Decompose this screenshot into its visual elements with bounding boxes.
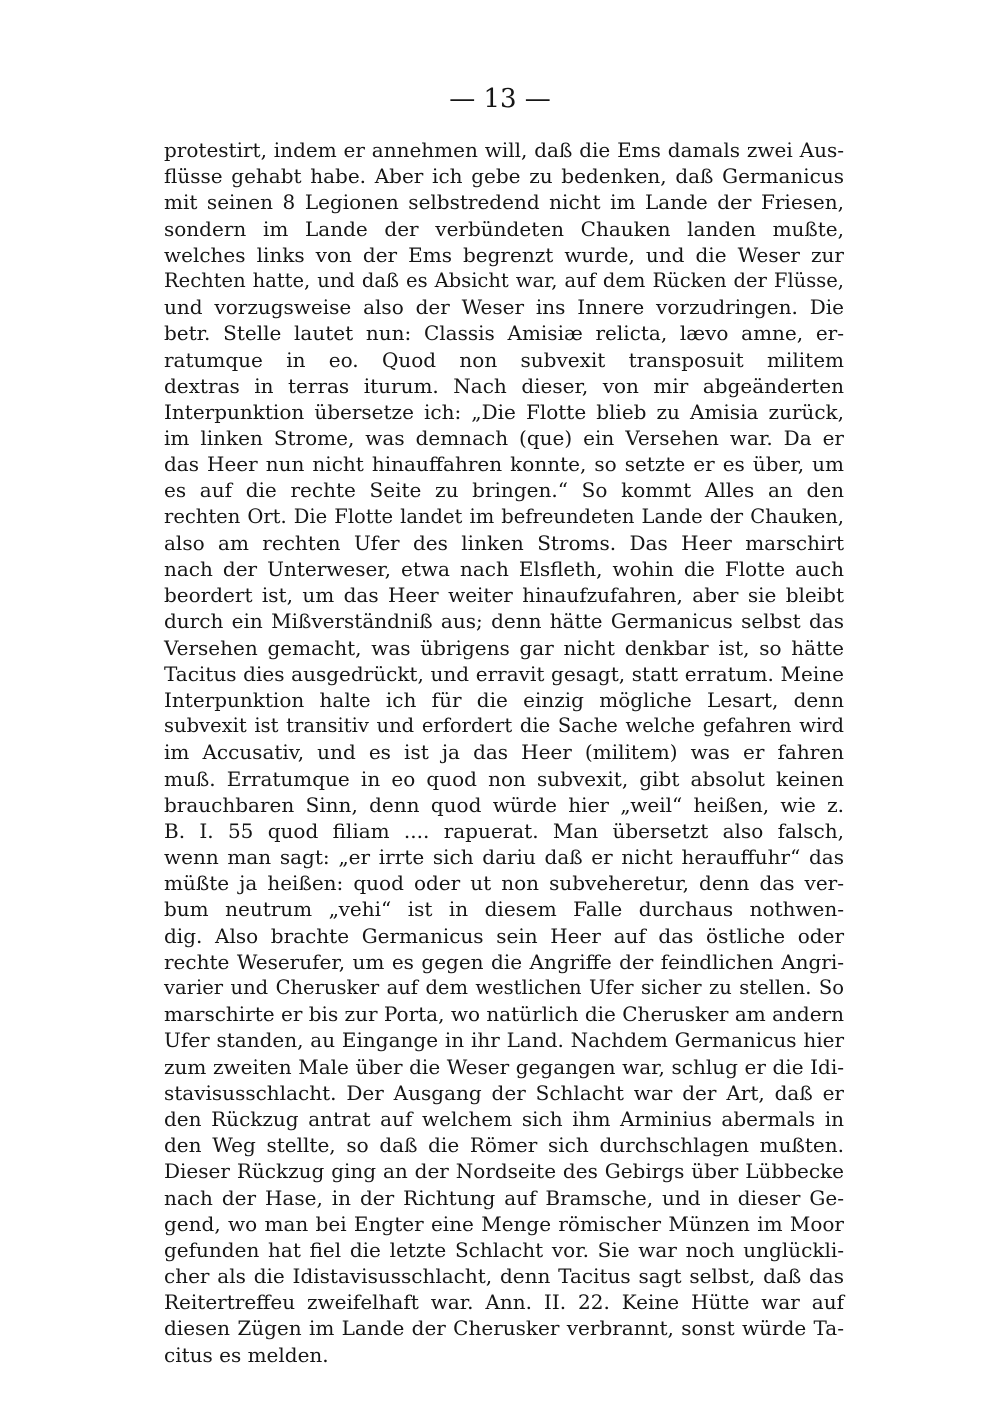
text-line: den Rückzug antrat auf welchem sich ihm Arminius abermals in bbox=[164, 1106, 844, 1131]
text-line: stavisusschlacht. Der Ausgang der Schlacht war der Art, daß er bbox=[164, 1080, 844, 1105]
text-line: rechte Weserufer, um es gegen die Angriffe der feindlichen Angri- bbox=[164, 949, 844, 974]
text-line: müßte ja heißen: quod oder ut non subveheretur, denn das ver- bbox=[164, 871, 844, 896]
text-line: diesen Zügen im Lande der Cherusker verbrannt, sonst würde Ta- bbox=[164, 1316, 844, 1341]
text-line: protestirt, indem er annehmen will, daß die Ems damals zwei Aus- bbox=[164, 138, 844, 162]
text-line: Tacitus dies ausgedrückt, und erravit gesagt, statt erratum. Meine bbox=[164, 661, 844, 686]
text-line: im Accusativ, und es ist ja das Heer (militem) was er fahren bbox=[164, 740, 844, 765]
text-line: mit seinen 8 Legionen selbstredend nicht im Lande der Friesen, bbox=[164, 190, 844, 215]
text-line: und vorzugsweise also der Weser ins Innere vorzudringen. Die bbox=[164, 295, 844, 320]
text-line: Versehen gemacht, was übrigens gar nicht denkbar ist, so hätte bbox=[164, 635, 844, 660]
text-line: gend, wo man bei Engter eine Menge römischer Münzen im Moor bbox=[164, 1211, 844, 1236]
text-line: muß. Erratumque in eo quod non subvexit, gibt absolut keinen bbox=[164, 766, 844, 791]
text-line: ratumque in eo. Quod non subvexit transposuit militem bbox=[164, 347, 844, 372]
text-line: beordert ist, um das Heer weiter hinaufzufahren, aber sie bleibt bbox=[164, 583, 844, 608]
text-line: Rechten hatte, und daß es Absicht war, auf dem Rücken der Flüsse, bbox=[164, 268, 844, 292]
body-text bbox=[164, 137, 844, 1368]
text-line: dig. Also brachte Germanicus sein Heer auf das östliche oder bbox=[164, 923, 844, 948]
text-line: Dieser Rückzug ging an der Nordseite des Gebirgs über Lübbecke bbox=[164, 1159, 844, 1184]
text-line: rechten Ort. Die Flotte landet im befreundeten Lande der Chauken, bbox=[164, 504, 844, 528]
text-line: betr. Stelle lautet nun: Classis Amisiæ relicta, lævo amne, er- bbox=[164, 321, 844, 346]
text-line: Interpunktion halte ich für die einzig mögliche Lesart, denn bbox=[164, 687, 844, 712]
text-line: durch ein Mißverständniß aus; denn hätte Germanicus selbst das bbox=[164, 609, 844, 634]
text-line: Reitertreffeu zweifelhaft war. Ann. II. 22. Keine Hütte war auf bbox=[164, 1290, 844, 1315]
text-line: Interpunktion übersetze ich: „Die Flotte blieb zu Amisia zurück, bbox=[164, 399, 844, 424]
text-line: Ufer standen, au Eingange in ihr Land. Nachdem Germanicus hier bbox=[164, 1028, 844, 1053]
text-line: welches links von der Ems begrenzt wurde, und die Weser zur bbox=[164, 242, 844, 267]
text-line: B. I. 55 quod filiam .... rapuerat. Man übersetzt also falsch, bbox=[164, 818, 844, 843]
text-line: cher als die Idistavisusschlacht, denn Tacitus sagt selbst, daß das bbox=[164, 1264, 844, 1289]
text-line: nach der Unterweser, etwa nach Elsfleth, wohin die Flotte auch bbox=[164, 557, 844, 581]
text-line: im linken Strome, was demnach (que) ein Versehen war. Da er bbox=[164, 426, 844, 451]
text-line: citus es melden. bbox=[164, 1342, 329, 1367]
text-line: gefunden hat fiel die letzte Schlacht vor. Sie war noch unglückli- bbox=[164, 1237, 844, 1262]
text-line: flüsse gehabt habe. Aber ich gebe zu bedenken, daß Germanicus bbox=[164, 164, 844, 189]
text-line: das Heer nun nicht hinauffahren konnte, so setzte er es über, um bbox=[164, 452, 844, 477]
text-line: sondern im Lande der verbündeten Chauken landen mußte, bbox=[164, 216, 844, 241]
text-line: zum zweiten Male über die Weser gegangen war, schlug er die Idi- bbox=[164, 1054, 844, 1079]
text-line: bum neutrum „vehi“ ist in diesem Falle durchaus nothwen- bbox=[164, 897, 844, 922]
text-line: subvexit ist transitiv und erfordert die Sache welche gefahren wird bbox=[164, 714, 844, 738]
text-line: den Weg stellte, so daß die Römer sich durchschlagen mußten. bbox=[164, 1133, 844, 1158]
text-line: wenn man sagt: „er irrte sich dariu daß er nicht herauffuhr“ das bbox=[164, 845, 844, 870]
text-line: marschirte er bis zur Porta, wo natürlich die Cherusker am andern bbox=[164, 1002, 844, 1027]
text-line: nach der Hase, in der Richtung auf Bramsche, und in dieser Ge- bbox=[164, 1185, 844, 1210]
text-line: dextras in terras iturum. Nach dieser, von mir abgeänderten bbox=[164, 373, 844, 398]
text-line: brauchbaren Sinn, denn quod würde hier „weil“ heißen, wie z. bbox=[164, 792, 844, 817]
text-line: also am rechten Ufer des linken Stroms. Das Heer marschirt bbox=[164, 530, 844, 555]
page-number: — 13 — bbox=[449, 84, 551, 114]
text-line: es auf die rechte Seite zu bringen.“ So kommt Alles an den bbox=[164, 478, 844, 503]
text-line: varier und Cherusker auf dem westlichen Ufer sicher zu stellen. So bbox=[164, 976, 844, 999]
